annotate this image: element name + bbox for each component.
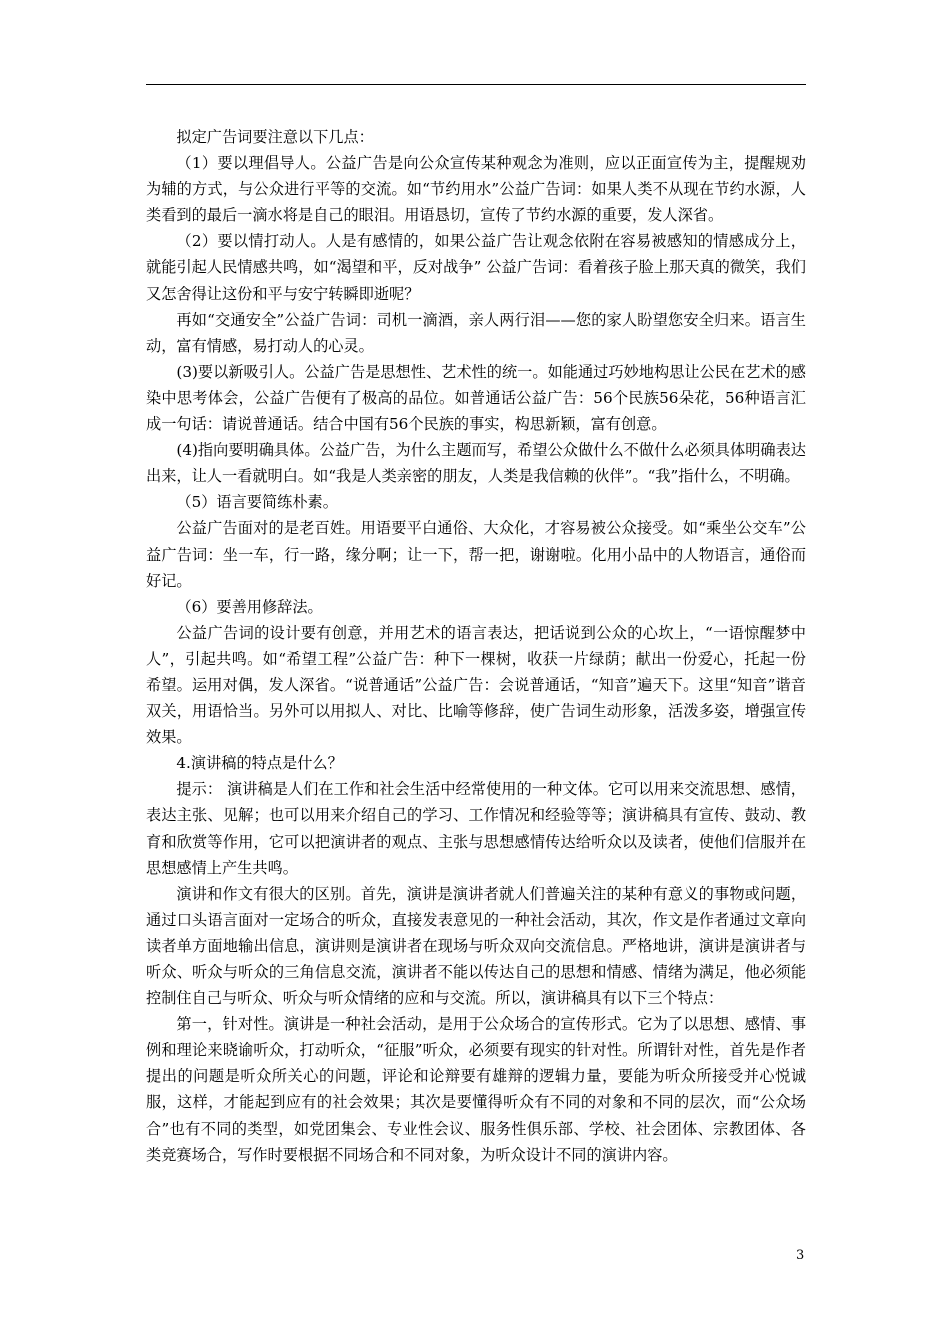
paragraph: 公益广告面对的是老百姓。用语要平白通俗、大众化，才容易被公众接受。如“乘坐公交车”公益广告词：坐一车，行一路，缘分啊；让一下，帮一把，谢谢啦。化用小品中的人物语言，通俗而好记。 <box>146 519 806 590</box>
paragraph: 再如“交通安全”公益广告词：司机一滴酒，亲人两行泪——您的家人盼望您安全归来。语言生动，富有情感，易打动人的心灵。 <box>146 310 806 355</box>
paragraph: 第一，针对性。演讲是一种社会活动，是用于公众场合的宣传形式。它为了以思想、感情、事例和理论来晓谕听众，打动听众，“征服”听众，必须要有现实的针对性。所谓针对性，首先是作者提出的问题是听众所关心的问题，评论和论辩要有雄辩的逻辑力量，要能为听众所接受并心悦诚服，这样，才能起到应有的社会效果；其次是要懂得听众有不同的对象和不同的层次，而“公众场合”也有不同的类型，如党团集会、专业性会议、服务性俱乐部、学校、社会团体、宗教团体、各类竞赛场合，写作时要根据不同场合和不同对象，为听众设计不同的演讲内容。 <box>146 1015 806 1164</box>
paragraph: 公益广告词的设计要有创意，并用艺术的语言表达，把话说到公众的心坎上，“一语惊醒梦中人”，引起共鸣。如“希望工程”公益广告：种下一棵树，收获一片绿荫；献出一份爱心，托起一份希望。运用对偶，发人深省。“说普通话”公益广告：会说普通话，“知音”遍天下。这里“知音”谐音双关，用语恰当。另外可以用拟人、对比、比喻等修辞，使广告词生动形象，活泼多姿，增强宣传效果。 <box>146 623 806 747</box>
paragraph: 演讲和作文有很大的区别。首先，演讲是演讲者就人们普遍关注的某种有意义的事物或问题，通过口头语言面对一定场合的听众，直接发表意见的一种社会活动，其次，作文是作者通过文章向读者单方面地输出信息，演讲则是演讲者在现场与听众双向交流信息。严格地讲，演讲是演讲者与听众、听众与听众的三角信息交流，演讲者不能以传达自己的思想和情感、情绪为满足，他必须能控制住自己与听众、听众与听众情绪的应和与交流。所以，演讲稿具有以下三个特点： <box>146 884 806 1008</box>
paragraph: （2）要以情打动人。人是有感情的，如果公益广告让观念依附在容易被感知的情感成分上，就能引起人民情感共鸣，如“渴望和平，反对战争” 公益广告词：看着孩子脸上那天真的微笑，我们又怎舍得让这份和平与安宁转瞬即逝呢？ <box>146 232 806 303</box>
document-body <box>146 124 806 1168</box>
paragraph: (3)要以新吸引人。公益广告是思想性、艺术性的统一。如能通过巧妙地构思让公民在艺术的感染中思考体会，公益广告便有了极高的品位。如普通话公益广告：56个民族56朵花，56种语言汇成一句话：请说普通话。结合中国有56个民族的事实，构思新颖，富有创意。 <box>146 362 806 434</box>
paragraph: (4)指向要明确具体。公益广告，为什么主题而写，希望公众做什么不做什么必须具体明确表达出来，让人一看就明白。如“我是人类亲密的朋友，人类是我信赖的伙伴”。“我”指什么，不明确。 <box>146 441 806 486</box>
page-number: 3 <box>796 1248 805 1263</box>
paragraph: （6）要善用修辞法。 <box>176 597 323 616</box>
paragraph: （5）语言要简练朴素。 <box>176 493 338 512</box>
paragraph: （1）要以理倡导人。公益广告是向公众宣传某种观念为准则，应以正面宣传为主，提醒规劝为辅的方式，与公众进行平等的交流。如“节约用水”公益广告词：如果人类不从现在节约水源，人类看到的最后一滴水将是自己的眼泪。用语恳切，宣传了节约水源的重要，发人深省。 <box>146 154 806 225</box>
paragraph: 4.演讲稿的特点是什么？ <box>176 754 343 773</box>
paragraph: 提示： 演讲稿是人们在工作和社会生活中经常使用的一种文体。它可以用来交流思想、感情，表达主张、见解；也可以用来介绍自己的学习、工作情况和经验等等；演讲稿具有宣传、鼓动、教育和欣赏等作用，它可以把演讲者的观点、主张与思想感情传达给听众以及读者，使他们信服并在思想感情上产生共鸣。 <box>146 780 806 877</box>
paragraph: 拟定广告词要注意以下几点： <box>176 128 374 146</box>
header-rule <box>146 84 806 85</box>
